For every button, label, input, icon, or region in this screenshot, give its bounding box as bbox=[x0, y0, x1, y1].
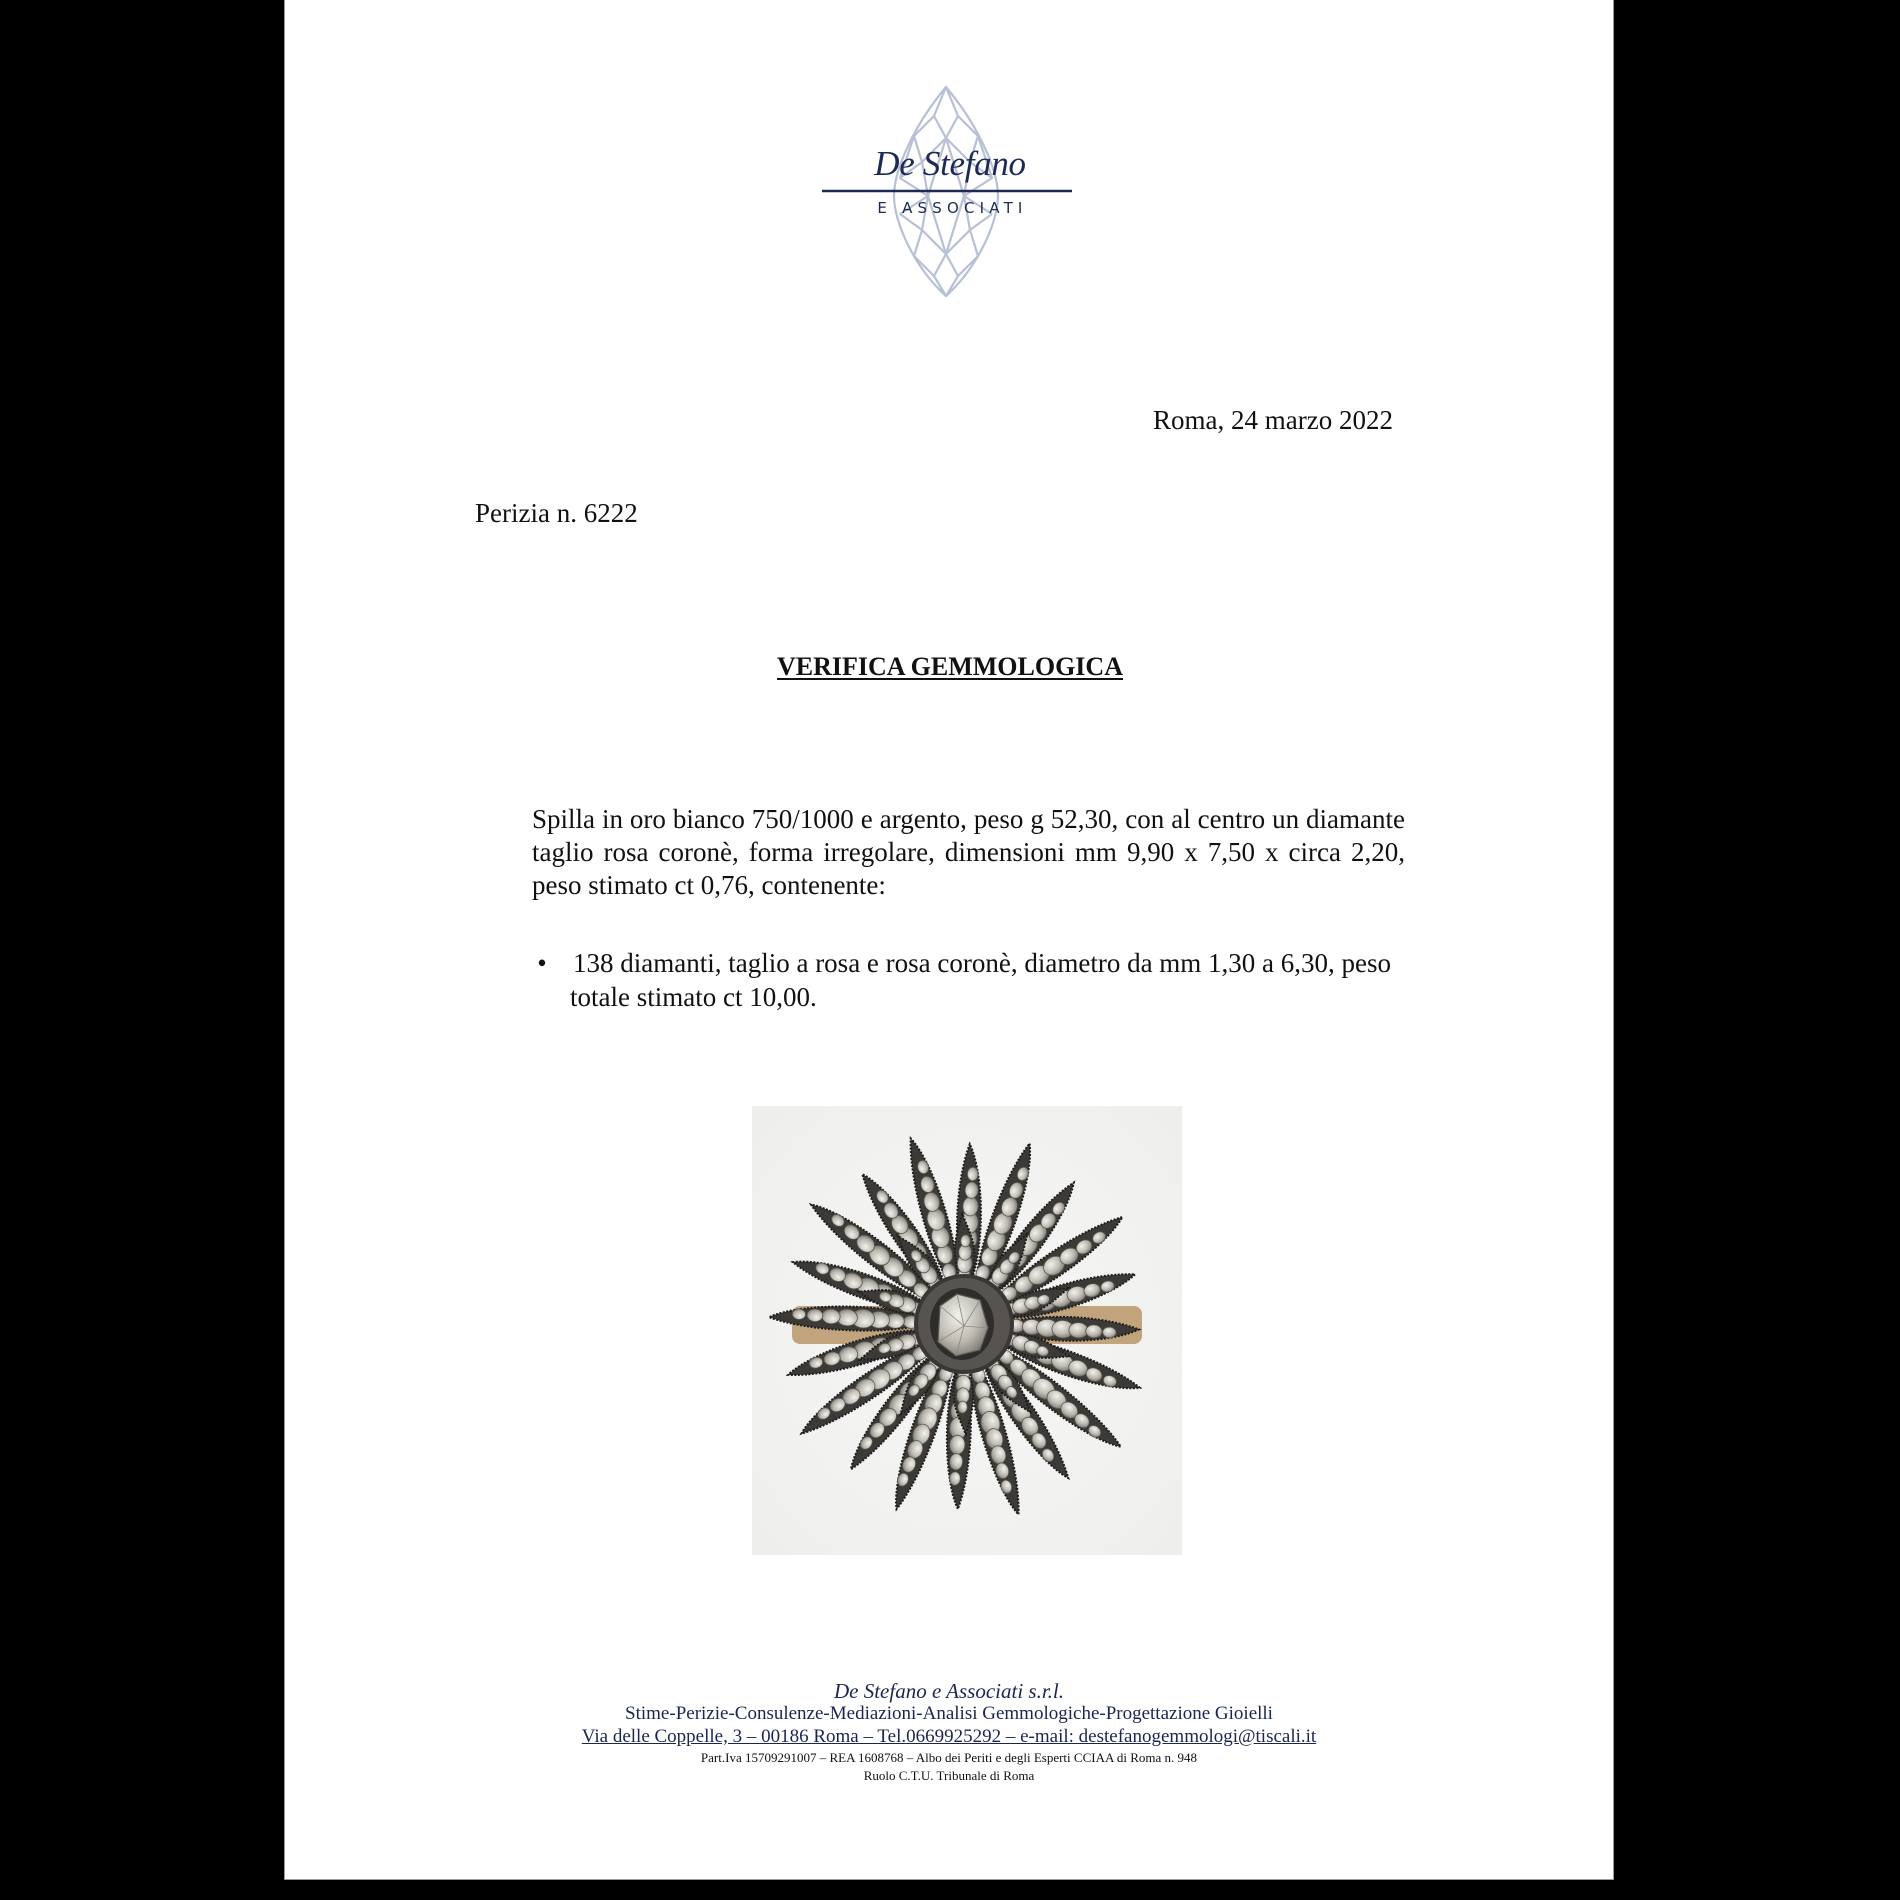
footer-registry: Part.Iva 15709291007 – REA 1608768 – Albo dei Periti e degli Esperti CCIAA di Roma n. 948 bbox=[700, 1750, 1198, 1765]
brooch-photo bbox=[752, 1106, 1182, 1555]
logo-name: De Stefano bbox=[874, 144, 1026, 183]
report-number: Perizia n. 6222 bbox=[475, 498, 638, 528]
footer-services: Stime-Perizie-Consulenze-Mediazioni-Analisi Gemmologiche-Progettazione Gioielli bbox=[625, 1703, 1273, 1724]
footer-contact-link[interactable]: Via delle Coppelle, 3 – 00186 Roma – Tel.0669925292 – e-mail: destefanogemmologi@tiscali.it bbox=[581, 1726, 1317, 1747]
brooch-image bbox=[752, 1106, 1182, 1555]
marquise-diamond-icon bbox=[810, 80, 1090, 310]
company-logo bbox=[810, 80, 1090, 310]
footer-court-registration: Ruolo C.T.U. Tribunale di Roma bbox=[863, 1768, 1035, 1783]
item-description: Spilla in oro bianco 750/1000 e argento, peso g 52,30, con al centro un diamante taglio rosa coronè, forma irregolare, dimensioni mm 9,90 x 7,50 x circa 2,20, peso stimato ct 0,76, contenente: bbox=[532, 804, 1405, 900]
document-date: Roma, 24 marzo 2022 bbox=[1153, 405, 1393, 435]
document-title: VERIFICA GEMMOLOGICA bbox=[777, 652, 1123, 681]
stones-list bbox=[532, 946, 1405, 1014]
logo-subtitle: E ASSOCIATI bbox=[877, 199, 1028, 217]
bullet-icon: • bbox=[537, 948, 547, 978]
list-item bbox=[532, 946, 1405, 1014]
list-item-text: 138 diamanti, taglio a rosa e rosa coronè, diametro da mm 1,30 a 6,30, peso totale stimato ct 10,00. bbox=[570, 948, 1392, 1012]
footer-company-name: De Stefano e Associati s.r.l. bbox=[833, 1679, 1064, 1703]
